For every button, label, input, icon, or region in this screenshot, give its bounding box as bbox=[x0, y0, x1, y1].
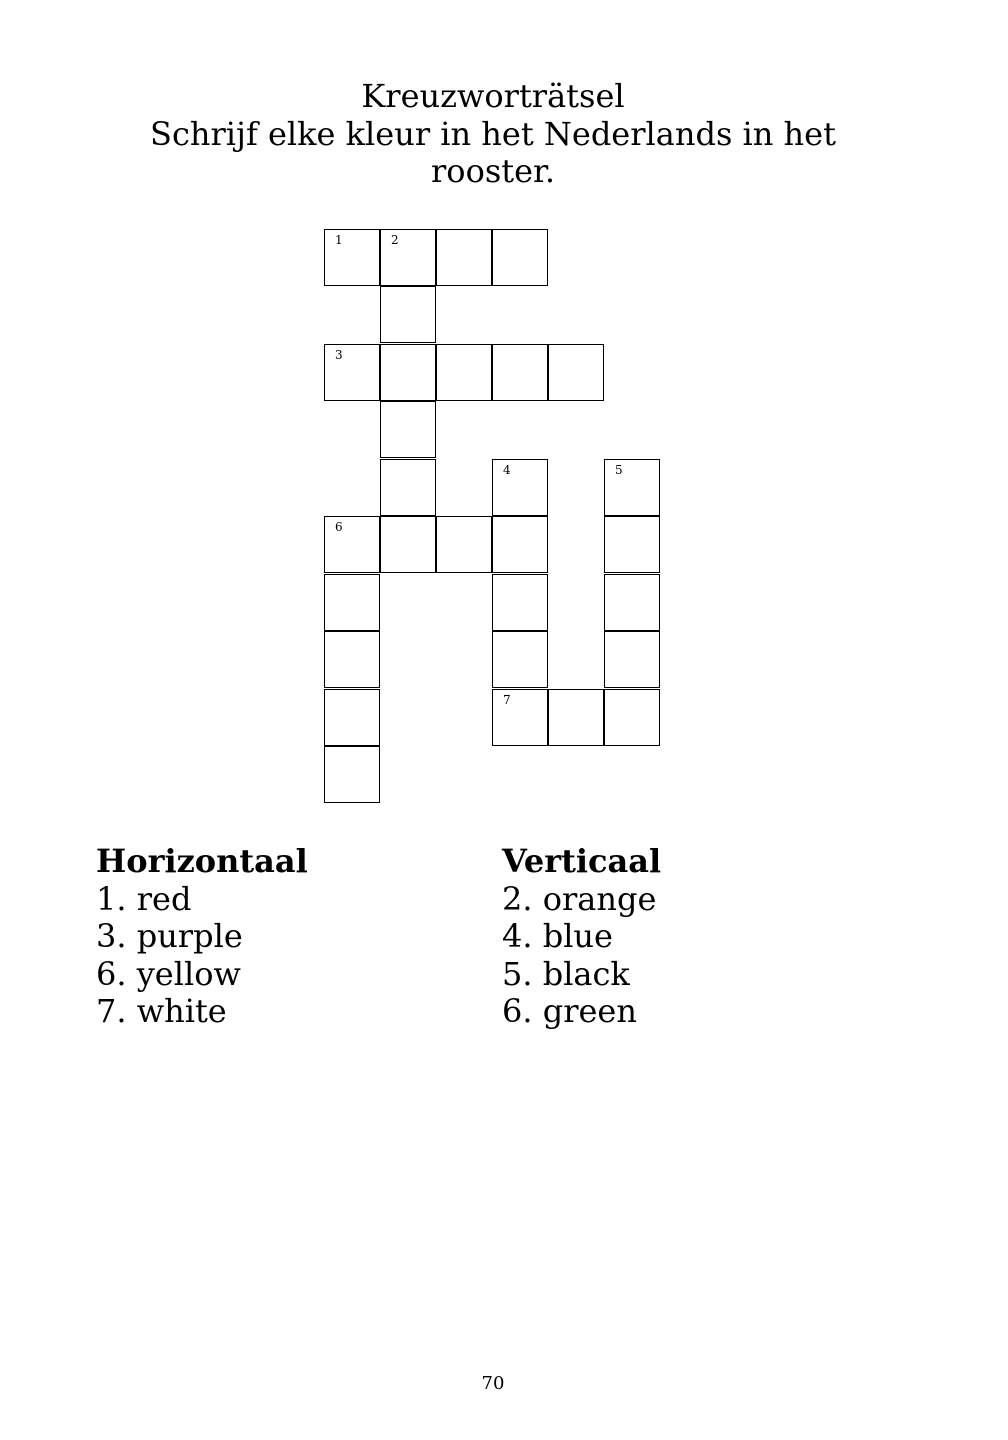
clue-item: 6. yellow bbox=[96, 954, 241, 993]
down-heading: Verticaal bbox=[502, 842, 662, 880]
clue-number: 5 bbox=[615, 463, 623, 477]
crossword-cell[interactable] bbox=[324, 746, 380, 803]
crossword-cell[interactable] bbox=[604, 516, 660, 573]
crossword-cell[interactable] bbox=[492, 631, 548, 688]
crossword-cell[interactable] bbox=[324, 574, 380, 631]
crossword-cell[interactable] bbox=[324, 344, 380, 401]
crossword-cell[interactable] bbox=[380, 229, 436, 286]
clue-item: 3. purple bbox=[96, 917, 243, 955]
crossword-cell[interactable] bbox=[492, 516, 548, 573]
crossword-cell[interactable] bbox=[380, 459, 436, 516]
page-title: Kreuzworträtsel bbox=[361, 77, 625, 115]
clue-item: 5. black bbox=[502, 954, 630, 993]
clue-item: 6. green bbox=[502, 992, 637, 1030]
crossword-cell[interactable] bbox=[324, 516, 380, 573]
clue-number: 6 bbox=[335, 520, 343, 534]
crossword-cell[interactable] bbox=[548, 344, 604, 401]
crossword-cell[interactable] bbox=[436, 344, 492, 401]
clue-number: 7 bbox=[503, 693, 511, 707]
crossword-cell[interactable] bbox=[604, 689, 660, 746]
down-clues bbox=[502, 843, 661, 1031]
crossword-cell[interactable] bbox=[380, 516, 436, 573]
crossword-cell[interactable] bbox=[380, 401, 436, 458]
crossword-cell[interactable] bbox=[380, 286, 436, 343]
crossword-cell[interactable] bbox=[324, 229, 380, 286]
crossword-cell[interactable] bbox=[492, 689, 548, 746]
clue-number: 1 bbox=[335, 233, 343, 247]
clue-number: 2 bbox=[391, 233, 399, 247]
crossword-cell[interactable] bbox=[492, 229, 548, 286]
crossword-cell[interactable] bbox=[492, 574, 548, 631]
crossword-cell[interactable] bbox=[604, 574, 660, 631]
clue-item: 1. red bbox=[96, 879, 192, 918]
clue-item: 4. blue bbox=[502, 917, 613, 955]
crossword-cell[interactable] bbox=[436, 516, 492, 573]
crossword-cell[interactable] bbox=[492, 344, 548, 401]
crossword-cell[interactable] bbox=[324, 689, 380, 746]
crossword-cell[interactable] bbox=[380, 344, 436, 401]
clue-number: 4 bbox=[503, 463, 511, 477]
instruction-line-1: Schrijf elke kleur in het Nederlands in het bbox=[150, 114, 836, 153]
crossword-cell[interactable] bbox=[492, 459, 548, 516]
clue-number: 3 bbox=[335, 348, 343, 362]
crossword-cell[interactable] bbox=[604, 459, 660, 516]
crossword-cell[interactable] bbox=[436, 229, 492, 286]
across-clues bbox=[96, 843, 308, 1031]
clue-item: 7. white bbox=[96, 992, 227, 1030]
across-heading: Horizontaal bbox=[96, 842, 308, 880]
crossword-cell[interactable] bbox=[548, 689, 604, 746]
clue-item: 2. orange bbox=[502, 879, 657, 918]
crossword-cell[interactable] bbox=[324, 631, 380, 688]
instruction-line-2: rooster. bbox=[431, 152, 555, 190]
page-number: 70 bbox=[481, 1373, 505, 1394]
crossword-cell[interactable] bbox=[604, 631, 660, 688]
